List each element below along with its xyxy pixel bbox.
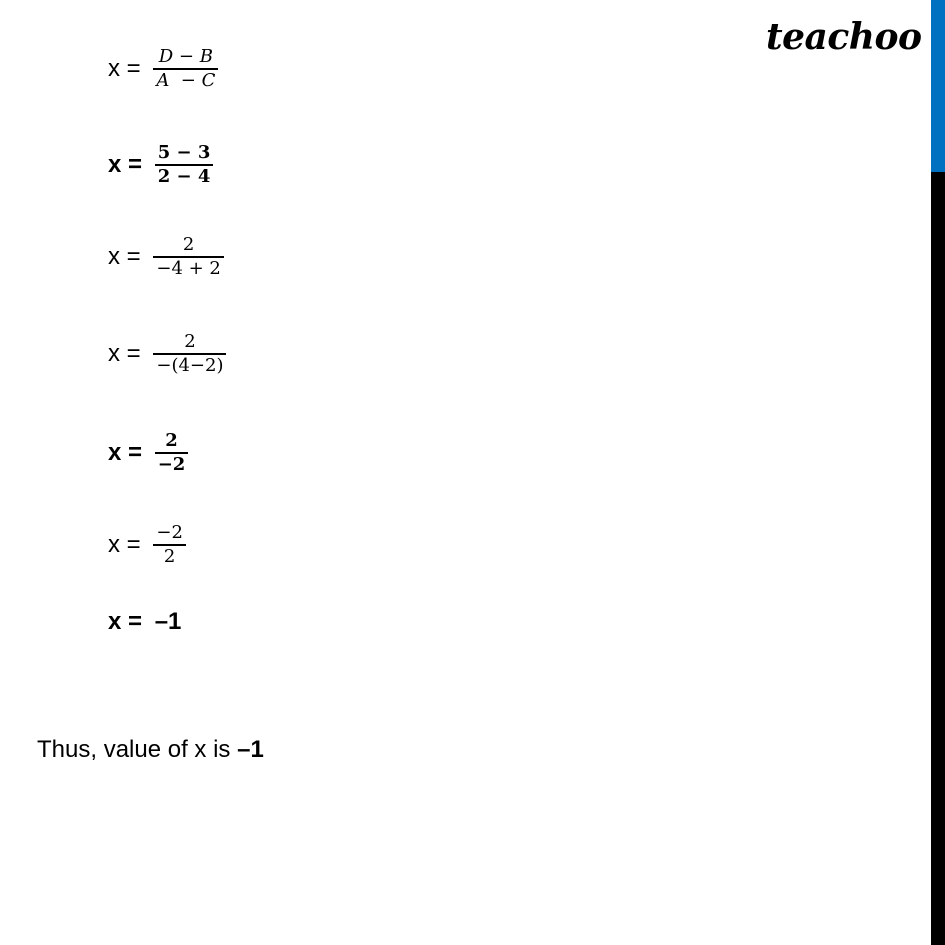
equation-step-1 (108, 46, 218, 92)
denominator: A − C (156, 69, 216, 91)
denominator: 2 (163, 545, 176, 567)
equation-final (108, 608, 181, 636)
equation-step-4 (108, 331, 226, 377)
conclusion-value: –1 (237, 736, 264, 763)
equation-lhs: x = (108, 339, 148, 367)
conclusion-label: Thus, value of x is (37, 736, 238, 763)
numerator: 2 (182, 234, 195, 255)
equation-step-5 (108, 430, 188, 476)
denominator: −2 (157, 453, 186, 475)
teachoo-logo: teachoo (766, 16, 922, 58)
denominator: 2 − 4 (157, 165, 211, 187)
equation-lhs: x = (108, 530, 148, 558)
numerator: 2 (165, 430, 178, 451)
accent-bar-black (931, 172, 945, 945)
denominator: −(4−2) (156, 354, 224, 376)
equation-lhs: x = (108, 608, 149, 635)
conclusion-text (37, 736, 264, 764)
numerator: 2 (184, 331, 196, 352)
fraction (153, 331, 226, 377)
equation-step-2 (108, 142, 213, 188)
numerator: 5 − 3 (157, 142, 211, 163)
denominator: −4 + 2 (156, 257, 221, 279)
numerator: −2 (156, 522, 183, 543)
fraction (153, 234, 224, 280)
fraction (155, 142, 214, 188)
fraction (153, 522, 186, 568)
equation-step-6 (108, 522, 186, 568)
numerator: D − B (158, 46, 213, 67)
final-result: –1 (154, 608, 182, 635)
fraction (153, 46, 218, 92)
equation-step-3 (108, 234, 224, 280)
equation-lhs: x = (108, 242, 148, 270)
equation-lhs: x = (108, 150, 149, 178)
equation-lhs: x = (108, 438, 149, 466)
accent-bar-blue (931, 0, 945, 172)
fraction (155, 430, 189, 476)
equation-lhs: x = (108, 54, 148, 82)
